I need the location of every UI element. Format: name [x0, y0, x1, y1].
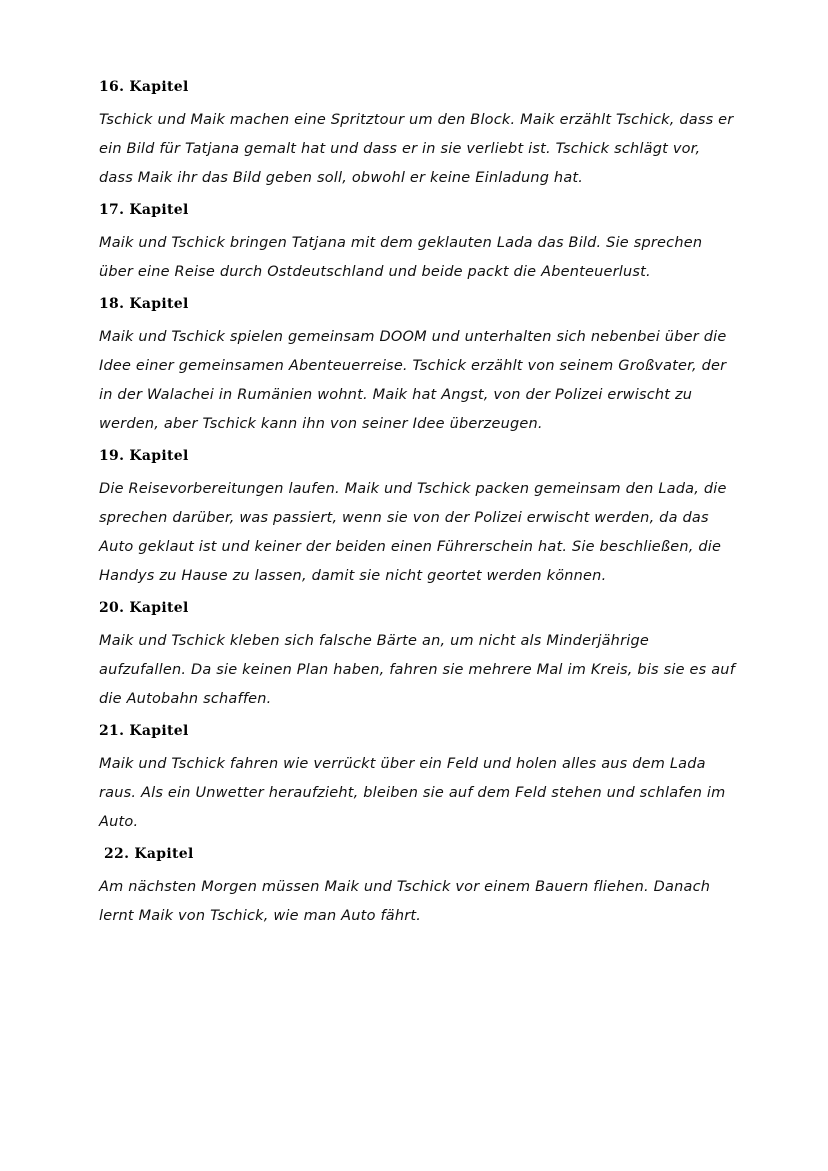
chapter-heading: 21. Kapitel [99, 723, 189, 739]
chapter-20 [99, 597, 739, 714]
chapter-summary: Maik und Tschick spielen gemeinsam DOOM und unterhalten sich nebenbei über die Idee einer gemeinsamen Abenteuerreise. Tschick erzählt von seinem Großvater, der in der Walachei in Rumänien wohnt. Maik hat Angst, von der Polizei erwischt zu werden, aber Tschick kann ihn von seiner Idee überzeugen. [99, 329, 727, 432]
chapter-heading: 19. Kapitel [99, 448, 189, 464]
chapter-summary: Tschick und Maik machen eine Spritztour um den Block. Maik erzählt Tschick, dass er ein Bild für Tatjana gemalt hat und dass er in sie verliebt ist. Tschick schlägt vor, dass Maik ihr das Bild geben soll, obwohl er keine Einladung hat. [99, 112, 734, 186]
chapter-16 [99, 76, 739, 193]
chapter-18 [99, 293, 739, 439]
chapter-19 [99, 445, 739, 591]
chapter-22 [99, 843, 739, 931]
chapter-summary: Maik und Tschick fahren wie verrückt über ein Feld und holen alles aus dem Lada raus. Als ein Unwetter heraufzieht, bleiben sie auf dem Feld stehen und schlafen im Auto. [99, 756, 726, 830]
chapter-summary: Die Reisevorbereitungen laufen. Maik und Tschick packen gemeinsam den Lada, die sprechen darüber, was passiert, wenn sie von der Polizei erwischt werden, da das Auto geklaut ist und keiner der beiden einen Führerschein hat. Sie beschließen, die Handys zu Hause zu lassen, damit sie nicht geortet werden können. [99, 481, 727, 584]
chapter-heading: 22. Kapitel [104, 846, 194, 862]
chapter-17 [99, 199, 739, 287]
chapter-21 [99, 720, 739, 837]
chapter-heading: 17. Kapitel [99, 202, 189, 218]
chapter-summary: Maik und Tschick bringen Tatjana mit dem geklauten Lada das Bild. Sie sprechen über eine Reise durch Ostdeutschland und beide packt die Abenteuerlust. [99, 235, 703, 280]
chapter-list [99, 76, 739, 937]
chapter-heading: 16. Kapitel [99, 79, 189, 95]
chapter-heading: 20. Kapitel [99, 600, 189, 616]
chapter-summary: Maik und Tschick kleben sich falsche Bärte an, um nicht als Minderjährige aufzufallen. Da sie keinen Plan haben, fahren sie mehrere Mal im Kreis, bis sie es auf die Autobahn schaffen. [99, 633, 735, 707]
chapter-summary: Am nächsten Morgen müssen Maik und Tschick vor einem Bauern fliehen. Danach lernt Maik von Tschick, wie man Auto fährt. [99, 879, 711, 924]
chapter-heading: 18. Kapitel [99, 296, 189, 312]
